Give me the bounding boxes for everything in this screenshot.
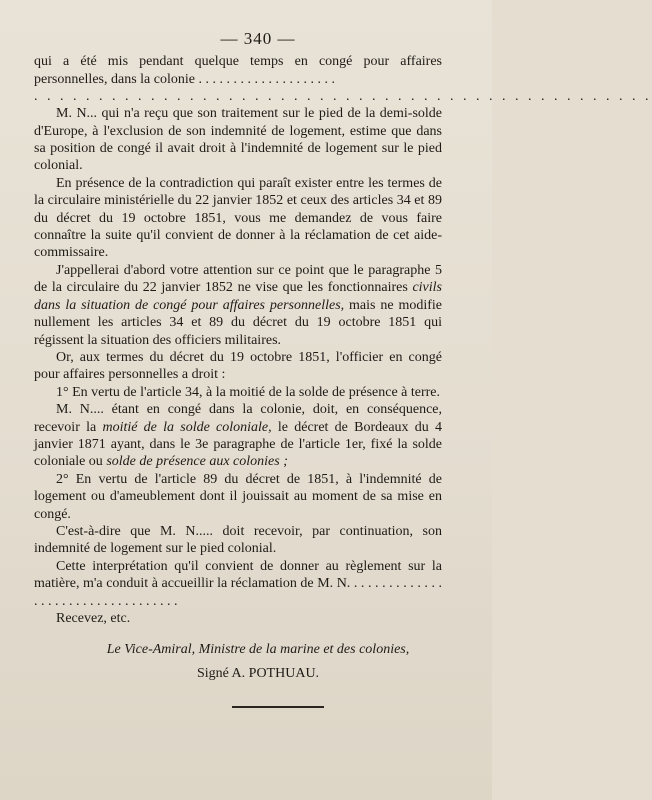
signature-name: Signé A. POTHUAU. <box>196 665 320 681</box>
paragraph-3-text-c: mais ne modifie nullement les articles 34 et 89 du décret du 19 octobre 1851 qui régissent la situation des officiers militaires. <box>34 297 442 348</box>
paragraph-5: 1° En vertu de l'article 34, à la moitié de la solde de présence à terre. <box>56 384 441 400</box>
paragraph-3-italic: civils dans la situation de congé pour affaires personnelles, <box>34 280 442 313</box>
line-1: qui a été mis pendant quelque temps en congé pour affaires <box>34 54 442 70</box>
paragraph-3 <box>34 262 442 349</box>
line-2: personnelles, dans la colonie . . . . . . . . . . . . . . . . . . . . <box>34 71 335 87</box>
signature-title: Le Vice-Amiral, Ministre de la marine et des colonies, <box>106 642 410 658</box>
paragraph-closing: Recevez, etc. <box>56 611 131 626</box>
paragraph-6-italic-1: moitié de la solde coloniale, <box>102 419 272 435</box>
paragraph-9: Cette interprétation qu'il convient de donner au règlement sur la matière, m'a conduit à accueillir la réclamation de M. N. . . . . . . . . . . . . . . . . . . . . . . . . . . . . . . . . . . <box>34 558 442 609</box>
paragraph-6-text-a: M. N.... étant en congé dans la colonie, doit, en conséquence, recevoir la <box>34 402 442 435</box>
paragraph-continuation <box>34 53 442 88</box>
closing-rule <box>232 706 324 708</box>
paragraph-6-text-c: le décret de Bordeaux du 4 janvier 1871 ayant, dans le 3e paragraphe de l'article 1er, fixé la solde coloniale ou <box>34 419 443 470</box>
paragraph-4: Or, aux termes du décret du 19 octobre 1851, l'officier en congé pour affaires personnelles a droit : <box>34 349 442 383</box>
page-number: — 340 — <box>220 29 296 48</box>
paragraph-2: En présence de la contradiction qui paraît exister entre les termes de la circulaire ministérielle du 22 janvier 1852 et ceux des articles 34 et 89 du décret du 19 octobre 1851, vous me demandez de vous faire connaître la suite qu'il convient de donner à la réclamation de cet aide-commissaire. <box>34 175 442 261</box>
paragraph-6 <box>34 401 442 471</box>
page-text <box>34 29 652 708</box>
paragraph-8: C'est-à-dire que M. N..... doit recevoir, par continuation, son indemnité de logement sur le pied colonial. <box>34 523 442 557</box>
paragraph-6-italic-2: solde de présence aux colonies ; <box>106 454 288 470</box>
paragraph-3-text-a: J'appellerai d'abord votre attention sur ce point que le paragraphe 5 de la circulaire du 22 janvier 1852 ne vise que les fonctionnaires <box>34 262 442 296</box>
paragraph-1: M. N... qui n'a reçu que son traitement sur le pied de la demi-solde d'Europe, à l'exclusion de son indemnité de logement, estime que dans sa position de congé il avait droit à l'indemnité de logement sur le pied colonial. <box>34 106 442 174</box>
paragraph-7: 2° En vertu de l'article 89 du décret de 1851, à l'indemnité de logement ou d'ameublement dont il jouissait au moment de sa mise en congé. <box>34 471 442 522</box>
dotted-separator: . . . . . . . . . . . . . . . . . . . . . . . . . . . . . . . . . . . . . . . . . . . . . . . . <box>34 89 652 105</box>
